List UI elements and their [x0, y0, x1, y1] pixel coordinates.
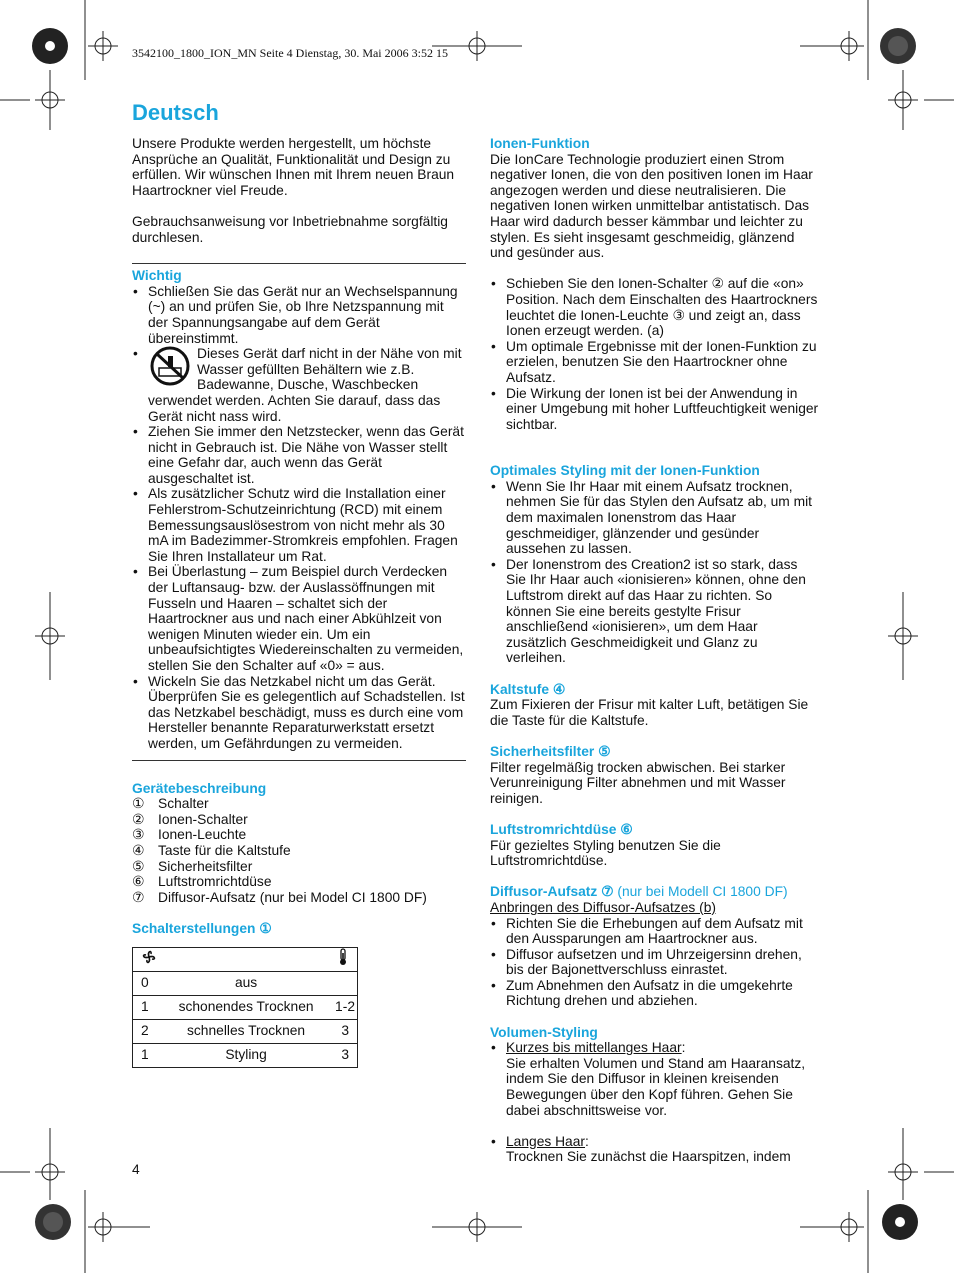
geraete-heading: Gerätebeschreibung	[132, 780, 267, 796]
list-item: • Wickeln Sie das Netzkabel nicht um das Gerät. Überprüfen Sie es gelegentlich auf Schadstellen. Ist das Netzkabel beschädigt, muss es durch eine vom Hersteller benannte Reparaturwerkstatt ersetzt werden, um Gefährdungen zu vermeiden.	[132, 674, 466, 752]
right-column	[490, 136, 820, 1165]
table-row: 1 Styling 3	[133, 1043, 358, 1067]
list-item: • Um optimale Ergebnisse mit der Ionen-Funktion zu erzielen, benutzen Sie den Haartrockner ohne Aufsatz.	[490, 339, 820, 386]
list-item: • Schieben Sie den Ionen-Schalter ② auf die «on» Position. Nach dem Einschalten des Haartrockners leuchtet die Ionen-Leuchte ③ und zeigt an, dass Ionen erzeugt werden. (a)	[490, 276, 820, 338]
list-item: • Zum Abnehmen den Aufsatz in die umgekehrte Richtung drehen und abziehen.	[490, 978, 820, 1009]
intro-note: Gebrauchsanweisung vor Inbetriebnahme sorgfältig durchlesen.	[132, 213, 448, 245]
table-row: 1 schonendes Trocknen 1-2	[133, 995, 358, 1019]
kaltstufe-text: Zum Fixieren der Frisur mit kalter Luft, betätigen Sie die Taste für die Kaltstufe.	[490, 697, 809, 728]
list-item: ⑦ Diffusor-Aufsatz (nur bei Model CI 1800 DF)	[132, 889, 427, 905]
fan-icon	[133, 947, 167, 971]
list-item: ④ Taste für die Kaltstufe	[132, 842, 291, 858]
list-item-text: Dieses Gerät darf nicht in der Nähe von mit Wasser gefüllten Behältern wie z.B. Badewanne, Dusche, Waschbecken verwendet werden. Achten Sie darauf, dass das Gerät nicht nass wird.	[148, 346, 462, 424]
duese-heading: Luftstromrichtdüse ⑥	[490, 821, 633, 837]
table-row: 2 schnelles Trocknen 3	[133, 1019, 358, 1043]
list-item: • Die Wirkung der Ionen ist bei der Anwendung in einer Umgebung mit hoher Luftfeuchtigkeit weniger sichtbar.	[490, 386, 820, 433]
list-item: ⑥ Luftstromrichtdüse	[132, 874, 272, 890]
kaltstufe-heading: Kaltstufe ④	[490, 681, 566, 697]
list-item: • Schließen Sie das Gerät nur an Wechselspannung (~) an und prüfen Sie, ob Ihre Netzspannung mit der Spannungsangabe auf dem Gerät übereinstimmt.	[132, 284, 466, 346]
table-header-row	[133, 947, 358, 971]
diffusor-list	[490, 916, 820, 1010]
styling-list	[490, 479, 820, 666]
intro-paragraph: Unsere Produkte werden hergestellt, um höchste Ansprüche an Qualität, Funktionalität und Design zu erfüllen. Wir wünschen Ihnen mit Ihrem neuen Braun Haartrockner viel Freude.	[132, 136, 455, 198]
styling-heading: Optimales Styling mit der Ionen-Funktion	[490, 463, 760, 479]
list-item: ⑤ Sicherheitsfilter	[132, 858, 253, 874]
list-item: • Wenn Sie Ihr Haar mit einem Aufsatz trocknen, nehmen Sie für das Stylen den Aufsatz ab, um mit dem maximalen Ionenstrom das Haar geschmeidiger, glänzender und gesünder aussehen zu lassen.	[490, 479, 820, 557]
left-column	[132, 136, 466, 1068]
filter-text: Filter regelmäßig trocken abwischen. Bei starker Verunreinigung Filter abnehmen und mit Wasser reinigen.	[490, 759, 786, 806]
list-item	[132, 346, 466, 424]
list-item: • Bei Überlastung – zum Beispiel durch Verdecken der Luftansaug- bzw. der Auslassöffnungen mit Fusseln und Haaren – schaltet sich der Haartrockner aus und nach einer Abkühlzeit von wenigen Minuten wieder ein. Um ein unbeaufsichtigtes Wiedereinschalten zu vermeiden, stellen Sie den Schalter auf «0» = aus.	[132, 564, 466, 673]
no-water-warning-icon	[148, 346, 192, 386]
ionen-text: Die IonCare Technologie produziert einen Strom negativer Ionen, die von den positiven Ionen im Haar angezogen werden und diese neutralisieren. Die negativen Ionen wirken unmittelbar antistatisch. Das Haar wird dadurch besser kämmbar und leichter zu stylen. Es sieht insgesamt geschmeidig, glänzend und gesünder aus.	[490, 151, 813, 261]
list-item: • Als zusätzlicher Schutz wird die Installation einer Fehlerstrom-Schutzeinrichtung (RCD) mit einem Bemessungsauslösestrom von nicht mehr als 30 mA im Badezimmer-Stromkreis empfohlen. Fragen Sie Ihren Installateur um Rat.	[132, 486, 466, 564]
page-title: Deutsch	[132, 100, 219, 125]
duese-text: Für gezieltes Styling benutzen Sie die Luftstromrichtdüse.	[490, 837, 721, 869]
list-item: ③ Ionen-Leuchte	[132, 827, 247, 843]
page-number: 4	[132, 1162, 140, 1177]
volumen-list	[490, 1040, 820, 1165]
list-item: • Kurzes bis mittellanges Haar: Sie erhalten Volumen und Stand am Haaransatz, indem Sie den Diffusor in kleinen kreisenden Bewegungen über den Kopf führen. Gehen Sie dabei abschnittsweise vor.	[490, 1040, 820, 1118]
list-item: • Diffusor aufsetzen und im Uhrzeigersinn drehen, bis der Bajonettverschluss einrastet.	[490, 947, 820, 978]
filter-heading: Sicherheitsfilter ⑤	[490, 743, 611, 759]
schalter-heading: Schalterstellungen ①	[132, 920, 272, 936]
ionen-list	[490, 276, 820, 432]
thermometer-icon	[325, 947, 357, 971]
table-row: 0 aus	[133, 971, 358, 995]
diffusor-heading: Diffusor-Aufsatz ⑦ (nur bei Modell CI 1800 DF)	[490, 884, 788, 900]
list-item: • Richten Sie die Erhebungen auf dem Aufsatz mit den Aussparungen am Haartrockner aus.	[490, 916, 820, 947]
diffusor-heading-note: (nur bei Modell CI 1800 DF)	[617, 884, 788, 900]
volumen-heading: Volumen-Styling	[490, 1024, 598, 1040]
list-item: • Ziehen Sie immer den Netzstecker, wenn das Gerät nicht in Gebrauch ist. Die Nähe von Wasser stellt eine Gefahr dar, auch wenn das Gerät ausgeschaltet ist.	[132, 424, 466, 486]
list-item: ② Ionen-Schalter	[132, 811, 248, 827]
file-header: 3542100_1800_ION_MN Seite 4 Dienstag, 30. Mai 2006 3:52 15	[132, 46, 448, 60]
ionen-heading: Ionen-Funktion	[490, 136, 590, 151]
diffusor-subheading: Anbringen des Diffusor-Aufsatzes (b)	[490, 899, 716, 915]
parts-list	[132, 796, 466, 905]
wichtig-list	[132, 284, 466, 752]
switch-table	[132, 947, 358, 1068]
list-item: ① Schalter	[132, 796, 209, 812]
list-item: • Langes Haar: Trocknen Sie zunächst die Haarspitzen, indem	[490, 1134, 820, 1165]
list-item: • Der Ionenstrom des Creation2 ist so stark, dass Sie Ihr Haar auch «ionisieren» können, ohne den Luftstrom direkt auf das Haar zu richten. So können Sie eine bereits gestylte Frisur anschließend «ionisieren», um dem Haar zusätzlich Geschmeidigkeit und Glanz zu verleihen.	[490, 557, 820, 666]
wichtig-heading: Wichtig	[132, 268, 182, 284]
